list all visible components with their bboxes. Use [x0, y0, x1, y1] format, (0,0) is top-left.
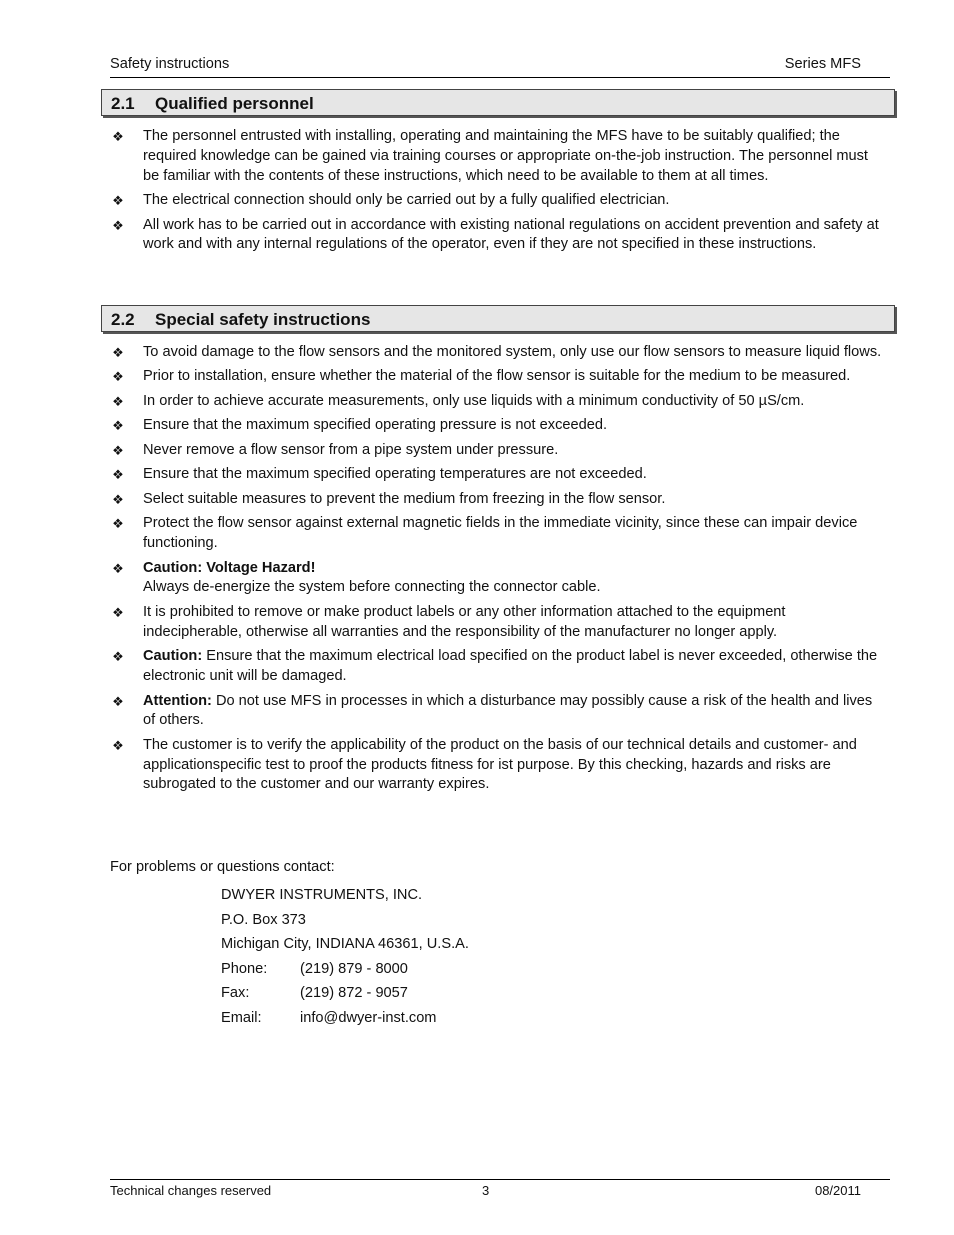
phone-number: (219) 879 - 8000: [300, 960, 408, 977]
bullet-icon: ❖: [112, 369, 124, 385]
list-item: [110, 216, 886, 256]
email-address: info@dwyer-inst.com: [300, 1009, 437, 1026]
list-item: [110, 416, 886, 436]
phone-row: [221, 957, 469, 982]
bullet-icon: ❖: [112, 737, 124, 753]
list-item-text: Prior to installation, ensure whether the material of the flow sensor is suitable for the medium to be measured.: [143, 368, 851, 385]
bullet-icon: ❖: [112, 491, 124, 507]
bullet-icon: ❖: [112, 560, 124, 576]
list-item-text: Ensure that the maximum specified operating temperatures are not exceeded.: [143, 466, 647, 483]
bullet-icon: ❖: [112, 693, 124, 709]
bullet-icon: ❖: [112, 516, 124, 532]
page-header: [110, 56, 890, 78]
list-item-text: Do not use MFS in processes in which a disturbance may possibly cause a risk of the health and lives of others.: [143, 692, 873, 729]
bullet-icon: ❖: [112, 442, 124, 458]
list-item: [110, 559, 886, 599]
list-item: [110, 692, 886, 732]
list-item-text: The electrical connection should only be carried out by a fully qualified electrician.: [143, 192, 670, 209]
list-item-text: To avoid damage to the flow sensors and the monitored system, only use our flow sensors to measure liquid flows.: [143, 344, 882, 360]
bullet-icon: ❖: [112, 649, 124, 665]
list-item: [110, 441, 886, 461]
contact-block: [221, 883, 469, 1030]
city-address: Michigan City, INDIANA 46361, U.S.A.: [221, 936, 469, 952]
fax-row: [221, 981, 469, 1006]
list-item-text: In order to achieve accurate measurements, only use liquids with a minimum conductivity of 50 µS/cm.: [143, 392, 805, 409]
bullet-icon: ❖: [112, 345, 124, 360]
list-item: [110, 603, 886, 643]
bullet-icon: ❖: [112, 418, 124, 434]
bullet-icon: ❖: [112, 129, 124, 144]
page-footer: [110, 1179, 890, 1198]
list-item-text: All work has to be carried out in accordance with existing national regulations on accident prevention and safety at work and with any internal regulations of the operator, even if they are not specified in these instructions.: [143, 216, 879, 253]
footer-notice: Technical changes reserved: [110, 1183, 272, 1198]
email-row: [221, 1006, 469, 1031]
list-item-text: Select suitable measures to prevent the medium from freezing in the flow sensor.: [143, 490, 666, 507]
contact-intro: For problems or questions contact:: [110, 859, 335, 875]
bullet-icon: ❖: [112, 217, 124, 233]
bullet-icon: ❖: [112, 604, 124, 620]
fax-number: (219) 872 - 9057: [300, 985, 408, 1001]
list-item-text: It is prohibited to remove or make product labels or any other information attached to the equipment indecipherable, otherwise all warranties and the responsibility of the manufacturer no longer apply.: [143, 603, 786, 640]
section-heading-qualified-personnel: [101, 89, 895, 116]
list-item-text: Never remove a flow sensor from a pipe system under pressure.: [143, 441, 559, 458]
company-name: DWYER INSTRUMENTS, INC.: [221, 887, 423, 903]
section-number: 2.2: [111, 310, 135, 329]
section-title: Special safety instructions: [155, 310, 371, 329]
list-item-text: Ensure that the maximum electrical load specified on the product label is never exceeded, otherwise the electronic unit will be damaged.: [143, 648, 878, 685]
special-safety-list: [110, 343, 886, 800]
list-item-lead: Caution:: [143, 648, 203, 665]
list-item: [110, 465, 886, 485]
bullet-icon: ❖: [112, 393, 124, 409]
list-item: [110, 490, 886, 510]
list-item-text: Protect the flow sensor against external magnetic fields in the immediate vicinity, since these can impair device functioning.: [143, 515, 858, 552]
bullet-icon: ❖: [112, 193, 124, 209]
qualified-personnel-list: [110, 127, 886, 260]
section-title: Qualified personnel: [155, 94, 314, 113]
list-item: [110, 392, 886, 412]
section-heading-special-safety: [101, 305, 895, 332]
header-section-name: Safety instructions: [110, 56, 230, 72]
page-number: 3: [482, 1183, 490, 1198]
list-item-text: The personnel entrusted with installing, operating and maintaining the MFS have to be suitably qualified; the required knowledge can be gained via training courses or appropriate on-the-job instruction. The personnel must be familiar with the contents of these instructions, which need to be available to them at all times.: [143, 128, 868, 184]
email-label: Email:: [221, 1009, 262, 1026]
phone-label: Phone:: [221, 960, 268, 977]
list-item-lead: Caution: Voltage Hazard!: [143, 559, 316, 576]
bullet-icon: ❖: [112, 467, 124, 483]
list-item: [110, 367, 886, 387]
list-item: [110, 127, 886, 186]
list-item: [110, 647, 886, 687]
list-item-text: Always de-energize the system before connecting the connector cable.: [143, 579, 601, 596]
section-number: 2.1: [111, 94, 135, 113]
fax-label: Fax:: [221, 985, 250, 1001]
list-item-text: The customer is to verify the applicability of the product on the basis of our technical details and customer- and applicationspecific test to proof the products fitness for ist purpose. By this checking, hazards and risks are subrogated to the customer and our warranty expires.: [143, 736, 857, 793]
list-item: [110, 514, 886, 554]
po-box: P.O. Box 373: [221, 911, 306, 928]
list-item-text: Ensure that the maximum specified operating pressure is not exceeded.: [143, 417, 608, 434]
list-item: [110, 736, 886, 795]
list-item: [110, 191, 886, 211]
list-item: [110, 343, 886, 363]
footer-date: 08/2011: [814, 1183, 861, 1198]
header-series-name: Series MFS: [784, 56, 861, 72]
list-item-lead: Attention:: [143, 692, 212, 709]
